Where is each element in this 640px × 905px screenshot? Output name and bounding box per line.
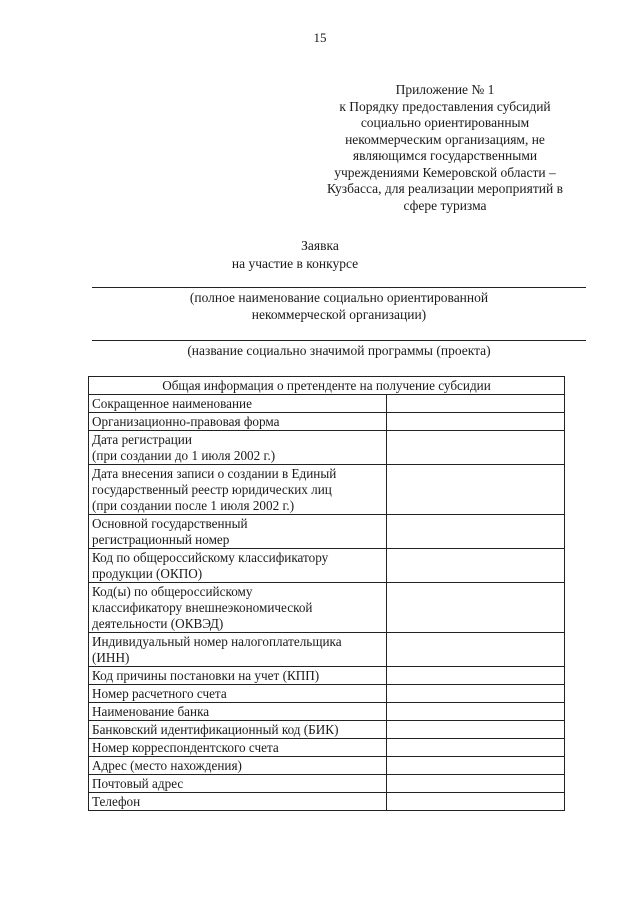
table-row — [89, 515, 565, 549]
table-row — [89, 667, 565, 685]
appendix-header — [300, 82, 590, 214]
table-row — [89, 549, 565, 583]
field-label: Код причины постановки на учет (КПП) — [92, 668, 320, 683]
field-label: Дата внесения записи о создании в Единый — [92, 466, 337, 481]
field-value-cell[interactable] — [387, 793, 565, 811]
field-label-cell — [89, 685, 387, 703]
title-line-1: Заявка — [301, 238, 339, 253]
field-label: продукции (ОКПО) — [92, 566, 203, 581]
field-label-cell — [89, 633, 387, 667]
field-label: Банковский идентификационный код (БИК) — [92, 722, 339, 737]
field-label-cell — [89, 583, 387, 633]
field-value-cell[interactable] — [387, 667, 565, 685]
field-label: деятельности (ОКВЭД) — [92, 616, 224, 631]
field-value-cell[interactable] — [387, 739, 565, 757]
table-row — [89, 431, 565, 465]
table-row — [89, 633, 565, 667]
page-number: 15 — [313, 30, 327, 45]
org-caption-line: (полное наименование социально ориентированной — [189, 290, 489, 305]
org-name-caption — [92, 290, 586, 323]
appendix-line: учреждениями Кемеровской области – — [334, 164, 556, 180]
program-name-fill-line — [92, 340, 586, 341]
field-label-cell — [89, 515, 387, 549]
field-value-cell[interactable] — [387, 413, 565, 431]
field-label-cell — [89, 465, 387, 515]
field-label: (ИНН) — [92, 650, 130, 665]
table-body — [89, 395, 565, 811]
table-row — [89, 583, 565, 633]
field-label: государственный реестр юридических лиц — [92, 482, 332, 497]
field-label: регистрационный номер — [92, 532, 230, 547]
field-value-cell[interactable] — [387, 633, 565, 667]
field-label: Номер расчетного счета — [92, 686, 227, 701]
field-value-cell[interactable] — [387, 757, 565, 775]
field-label: Индивидуальный номер налогоплательщика — [92, 634, 342, 649]
field-label: Код по общероссийскому классификатору — [92, 550, 329, 565]
field-value-cell[interactable] — [387, 465, 565, 515]
table-row — [89, 685, 565, 703]
field-label-cell — [89, 431, 387, 465]
field-label: Адрес (место нахождения) — [92, 758, 242, 773]
program-name-caption: (название социально значимой программы (проекта) — [187, 343, 491, 358]
field-label: (при создании после 1 июля 2002 г.) — [92, 498, 295, 513]
applicant-info-table — [88, 376, 565, 811]
field-label: (при создании до 1 июля 2002 г.) — [92, 448, 276, 463]
table-row — [89, 703, 565, 721]
field-value-cell[interactable] — [387, 431, 565, 465]
table-header: Общая информация о претенденте на получение субсидии — [89, 377, 565, 395]
table-row — [89, 793, 565, 811]
field-label: Наименование банка — [92, 704, 210, 719]
appendix-line: Кузбасса, для реализации мероприятий в — [327, 181, 563, 196]
field-label-cell — [89, 667, 387, 685]
appendix-line: сфере туризма — [403, 197, 487, 213]
application-title — [0, 237, 640, 273]
field-label: Номер корреспондентского счета — [92, 740, 279, 755]
field-value-cell[interactable] — [387, 721, 565, 739]
field-label-cell — [89, 721, 387, 739]
appendix-line: Приложение № 1 — [395, 82, 495, 97]
table-row — [89, 757, 565, 775]
appendix-line: социально ориентированным — [360, 115, 530, 130]
table-row — [89, 721, 565, 739]
field-value-cell[interactable] — [387, 515, 565, 549]
appendix-line: к Порядку предоставления субсидий — [339, 98, 551, 114]
field-value-cell[interactable] — [387, 685, 565, 703]
field-label: Код(ы) по общероссийскому — [92, 584, 253, 599]
field-label-cell — [89, 395, 387, 413]
field-label: Основной государственный — [92, 516, 248, 531]
field-label: Почтовый адрес — [92, 776, 184, 791]
field-label-cell — [89, 775, 387, 793]
table-row — [89, 395, 565, 413]
field-value-cell[interactable] — [387, 395, 565, 413]
appendix-line: некоммерческим организациям, не — [345, 131, 545, 147]
field-label: Сокращенное наименование — [92, 396, 252, 411]
table-row — [89, 465, 565, 515]
field-value-cell[interactable] — [387, 583, 565, 633]
field-label-cell — [89, 757, 387, 775]
org-name-fill-line — [92, 287, 586, 288]
title-line-2: на участие в конкурсе — [231, 256, 359, 271]
field-label: Организационно-правовая форма — [92, 414, 280, 429]
table-header-row — [89, 377, 565, 395]
appendix-line: являющимся государственными — [352, 148, 538, 163]
field-value-cell[interactable] — [387, 549, 565, 583]
field-label-cell — [89, 549, 387, 583]
table-row — [89, 413, 565, 431]
field-value-cell[interactable] — [387, 703, 565, 721]
table-row — [89, 739, 565, 757]
field-label: классификатору внешнеэкономической — [92, 600, 313, 615]
field-label: Телефон — [92, 794, 141, 809]
table-row — [89, 775, 565, 793]
field-label-cell — [89, 413, 387, 431]
field-label: Дата регистрации — [92, 432, 192, 447]
org-caption-line: некоммерческой организации) — [251, 306, 427, 322]
field-label-cell — [89, 793, 387, 811]
field-label-cell — [89, 739, 387, 757]
field-value-cell[interactable] — [387, 775, 565, 793]
field-label-cell — [89, 703, 387, 721]
